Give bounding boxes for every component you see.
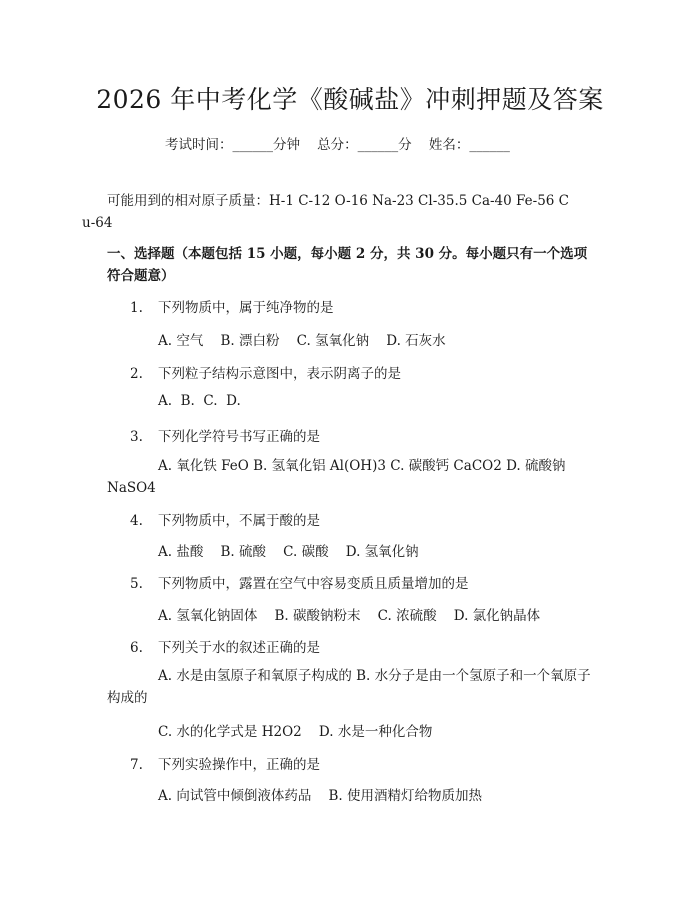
question-number: 3. [130,429,143,445]
question-6-options-line2: C. 水的化学式是 H2O2 D. 水是一种化合物 [158,724,433,740]
question-text: 下列关于水的叙述正确的是 [158,640,320,656]
question-6-options: A. 水是由氢原子和氧原子构成的 B. 水分子是由一个氢原子和一个氧原子构成的 [107,668,591,706]
question-7 [130,753,320,773]
exam-meta: 考试时间：______分钟 总分：______分 姓名：______ [165,137,510,153]
question-6 [130,636,320,656]
question-2 [130,362,401,382]
question-5-options: A. 氢氧化钠固体 B. 碳酸钠粉末 C. 浓硫酸 D. 氯化钠晶体 [158,608,541,624]
page-title: 2026 年中考化学《酸碱盐》冲刺押题及答案 [96,85,604,114]
question-text: 下列实验操作中，正确的是 [158,757,320,773]
question-number: 5. [130,576,143,592]
question-number: 7. [130,757,143,773]
question-2-options: A. B. C. D. [158,393,241,409]
question-5 [130,572,469,592]
question-3-options: A. 氧化铁 FeO B. 氢氧化铝 Al(OH)3 C. 碳酸钙 CaCO2 D. 硫酸钠 NaSO4 [107,458,566,496]
question-number: 1. [130,300,143,316]
question-7-options: A. 向试管中倾倒液体药品 B. 使用酒精灯给物质加热 [158,788,482,804]
question-4-options: A. 盐酸 B. 硫酸 C. 碳酸 D. 氢氧化钠 [158,544,419,560]
question-text: 下列物质中，不属于酸的是 [158,513,320,529]
question-text: 下列物质中，属于纯净物的是 [158,300,334,316]
question-text: 下列化学符号书写正确的是 [158,429,320,445]
question-4 [130,509,320,529]
section-heading: 一、选择题（本题包括 15 小题，每小题 2 分，共 30 分。每小题只有一个选项符合题意） [107,246,588,284]
question-text: 下列粒子结构示意图中，表示阴离子的是 [158,366,401,382]
question-number: 6. [130,640,143,656]
question-1-options: A. 空气 B. 漂白粉 C. 氢氧化钠 D. 石灰水 [158,333,446,349]
question-3 [130,425,320,445]
question-number: 2. [130,366,143,382]
atomic-mass-note: 可能用到的相对原子质量：H-1 C-12 O-16 Na-23 Cl-35.5 Ca-40 Fe-56 Cu-64 [82,193,570,231]
question-number: 4. [130,513,143,529]
question-1 [130,296,334,316]
question-text: 下列物质中，露置在空气中容易变质且质量增加的是 [158,576,469,592]
